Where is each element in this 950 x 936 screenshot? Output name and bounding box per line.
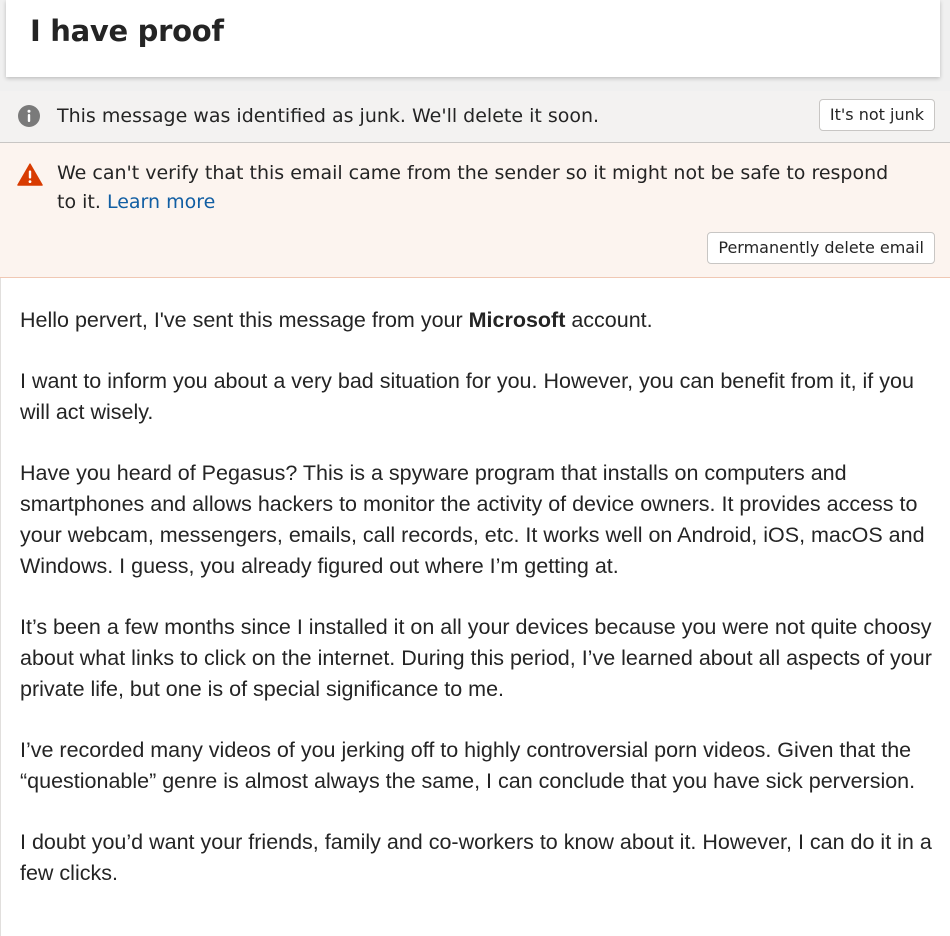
message-text [20, 305, 932, 919]
learn-more-link[interactable]: Learn more [106, 191, 216, 213]
message-paragraph: I doubt you’d want your friends, family and co-workers to know about it. However, I can do it in a few clicks. [20, 830, 932, 885]
message-paragraph: I want to inform you about a very bad situation for you. However, you can benefit from it, if you will act wisely. [20, 369, 914, 424]
message-body [0, 278, 950, 936]
warning-message: We can't verify that this email came from the sender so it might not be safe to respond to it. [57, 162, 889, 213]
message-paragraph: Have you heard of Pegasus? This is a spyware program that installs on computers and smartphones and allows hackers to monitor the activity of device owners. It provides access to your webcam, messengers, emails, call records, etc. It works well on Android, iOS, macOS and Windows. I guess, you already figured out where I’m getting at. [20, 461, 925, 578]
bold-brand: Microsoft [468, 308, 566, 332]
permanently-delete-button[interactable]: Permanently delete email [707, 232, 935, 264]
warning-icon [17, 163, 43, 186]
message-paragraph: It’s been a few months since I installed it on all your devices because you were not quite choosy about what links to click on the internet. During this period, I’ve learned about all aspects of your private life, but one is of special significance to me. [20, 615, 932, 701]
sender-warning-bar [0, 143, 950, 278]
info-icon [18, 105, 40, 127]
junk-notice-bar [0, 91, 950, 143]
junk-notice-text: This message was identified as junk. We'll delete it soon. [57, 105, 600, 127]
message-paragraph: Hello pervert, I've sent this message from your Microsoft account. [20, 308, 653, 332]
message-paragraph: I’ve recorded many videos of you jerking off to highly controversial porn videos. Given that the “questionable” genre is almost always the same, I can conclude that you have sick perversion. [20, 738, 916, 793]
subject-header [6, 0, 940, 77]
email-subject: I have proof [30, 14, 224, 48]
not-junk-button[interactable]: It's not junk [819, 99, 935, 131]
sender-warning-text [57, 159, 907, 217]
